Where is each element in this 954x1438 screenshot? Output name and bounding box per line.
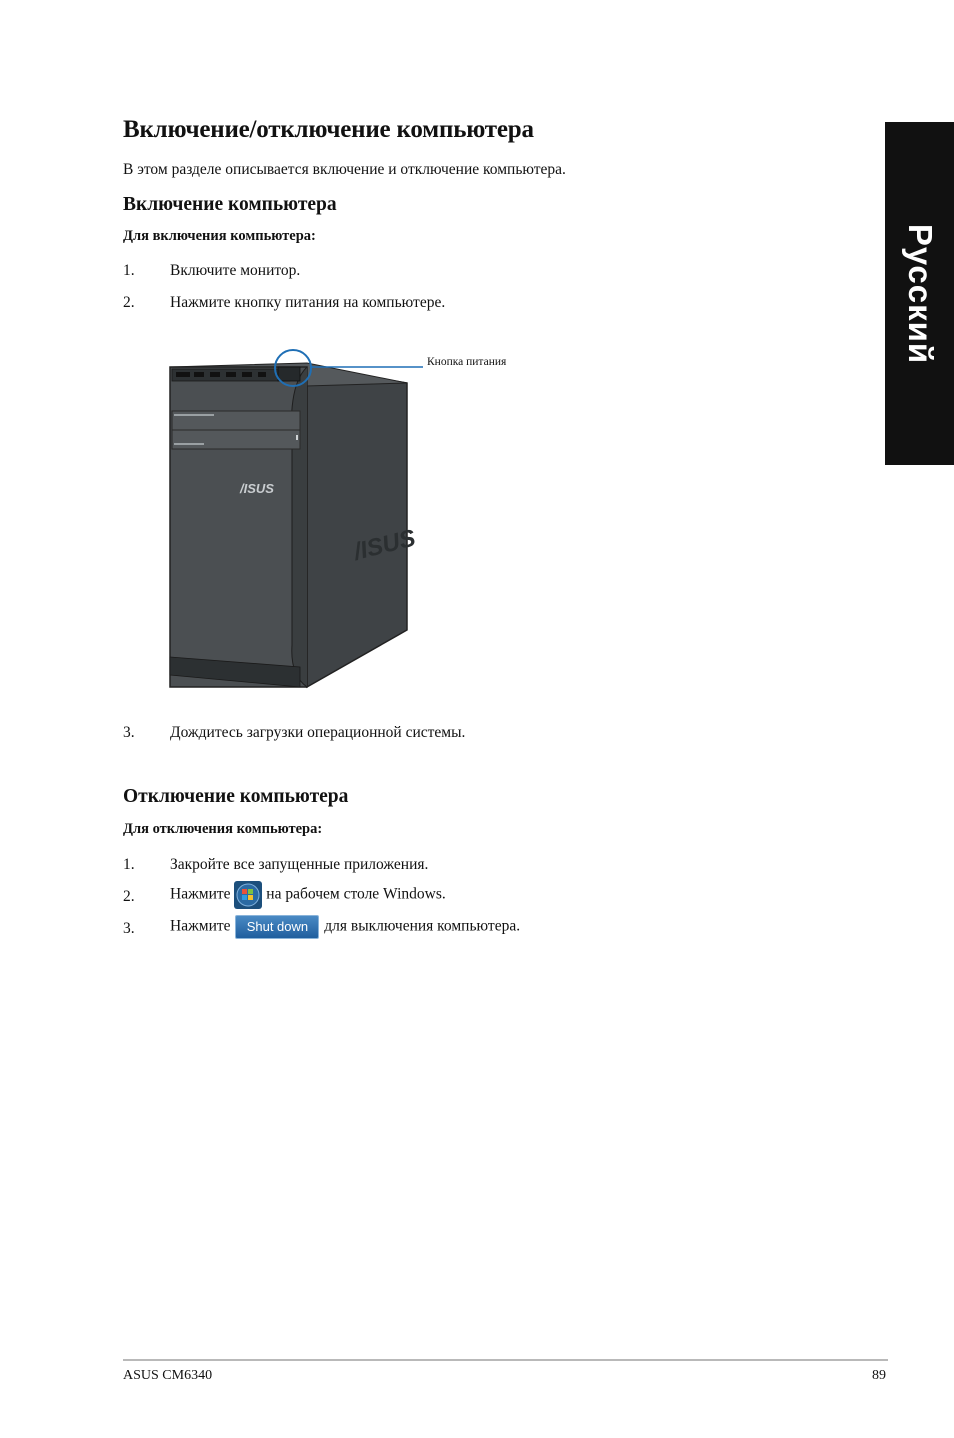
footer-divider <box>123 1359 888 1361</box>
power-button-callout: Кнопка питания <box>427 356 507 368</box>
computer-tower-illustration <box>160 345 440 695</box>
power-off-subheading: Для отключения компьютера: <box>123 821 323 837</box>
power-off-step-3-number: 3. <box>123 920 135 937</box>
power-on-step-1-number: 1. <box>123 262 135 279</box>
power-off-step-1-text: Закройте все запущенные приложения. <box>170 856 429 873</box>
power-on-step-3-text: Дождитесь загрузки операционной системы. <box>170 724 466 741</box>
power-off-step-2-number: 2. <box>123 888 135 905</box>
footer-model: ASUS CM6340 <box>123 1368 213 1383</box>
windows-start-orb-icon[interactable] <box>234 881 262 909</box>
power-off-step-3-line <box>170 915 520 939</box>
power-on-step-2-text: Нажмите кнопку питания на компьютере. <box>170 294 446 311</box>
svg-text:/ISUS: /ISUS <box>240 481 274 496</box>
power-off-step-3-after: для выключения компьютера. <box>324 917 521 935</box>
power-off-heading: Отключение компьютера <box>123 786 349 807</box>
language-tab <box>885 122 954 465</box>
power-on-step-2-number: 2. <box>123 294 135 311</box>
power-off-step-2-after: на рабочем столе Windows. <box>266 885 446 903</box>
power-on-heading: Включение компьютера <box>123 194 337 215</box>
svg-text:/ISUS: /ISUS <box>350 524 419 566</box>
power-off-step-2-line <box>170 881 446 909</box>
page-title: Включение/отключение компьютера <box>123 116 534 143</box>
power-on-step-1-text: Включите монитор. <box>170 262 301 279</box>
power-off-step-2-before: Нажмите <box>170 885 231 903</box>
power-off-step-1-number: 1. <box>123 856 135 873</box>
language-tab-label: Русский <box>901 223 939 364</box>
page-number: 89 <box>872 1368 886 1383</box>
shut-down-button[interactable]: Shut down <box>235 915 319 939</box>
power-on-step-3-number: 3. <box>123 724 135 741</box>
power-on-subheading: Для включения компьютера: <box>123 228 316 244</box>
power-off-step-3-before: Нажмите <box>170 917 231 935</box>
intro-text: В этом разделе описывается включение и отключение компьютера. <box>123 161 566 178</box>
